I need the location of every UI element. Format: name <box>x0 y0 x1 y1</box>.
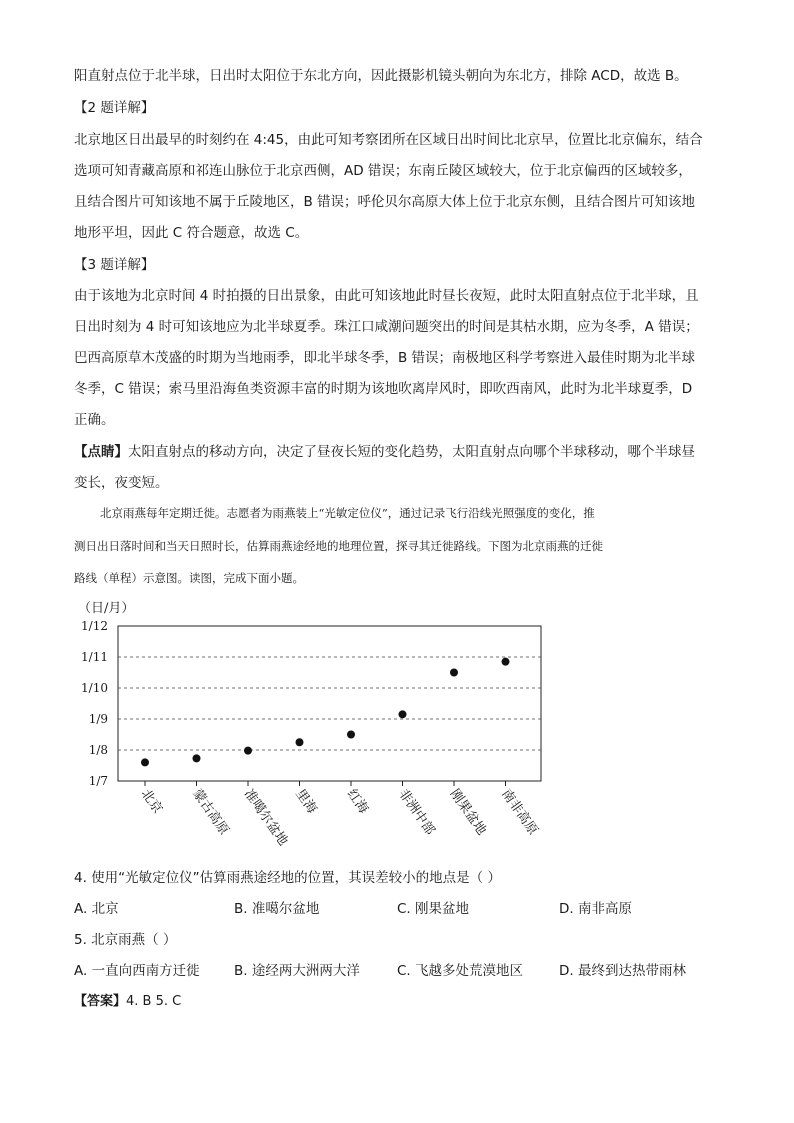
q3-detail-line: 日出时刻为 4 时可知该地应为北半球夏季。珠江口咸潮问题突出的时间是其枯水期，应为冬季，A 错误； <box>74 319 699 335</box>
migration-chart <box>60 592 570 852</box>
tip-line-2: 变长，夜变短。 <box>74 475 169 491</box>
answer-line <box>74 992 181 1012</box>
question-4-stem: 4. 使用“光敏定位仪”估算雨燕途经地的位置，其误差较小的地点是（ ） <box>74 870 501 886</box>
y-tick-label: 1/11 <box>81 650 108 664</box>
x-tick-label: 北京 <box>137 786 165 817</box>
passage-line: 测日出日落时间和当天日照时长，估算雨燕途经地的地理位置，探寻其迁徙路线。下图为北京雨燕的迁徙 <box>74 539 603 553</box>
q3-detail-line: 巴西高原草木茂盛的时期为当地雨季，即北半球冬季，B 错误；南极地区科学考察进入最佳时期为北半球 <box>74 350 696 366</box>
y-tick-label: 1/7 <box>88 774 108 788</box>
q4-option-b[interactable]: B. 准噶尔盆地 <box>234 901 320 917</box>
x-tick-label: 里海 <box>292 786 320 817</box>
data-point <box>450 669 458 677</box>
x-tick-label: 准噶尔盆地 <box>240 786 291 849</box>
x-tick-labels <box>138 781 541 849</box>
q5-option-a[interactable]: A. 一直向西南方迁徙 <box>74 963 200 979</box>
x-tick-label: 南非高原 <box>498 786 541 838</box>
x-tick-label: 非洲中部 <box>395 786 438 838</box>
data-point <box>399 710 407 718</box>
tip-label: 【点睛】 <box>74 444 128 460</box>
x-tick-label: 红海 <box>343 786 371 817</box>
chart-ylabel: （日/月） <box>78 601 135 616</box>
data-point <box>141 758 149 766</box>
q4-option-a[interactable]: A. 北京 <box>74 901 119 917</box>
data-point <box>193 754 201 762</box>
passage-line: 北京雨燕每年定期迁徙。志愿者为雨燕装上“光敏定位仪”，通过记录飞行沿线光照强度的变化，推 <box>100 506 595 520</box>
passage-line: 路线（单程）示意图。读图，完成下面小题。 <box>74 571 304 585</box>
data-point <box>296 738 304 746</box>
q5-option-c[interactable]: C. 飞越多处荒漠地区 <box>397 963 524 979</box>
plot-frame <box>118 626 541 781</box>
tip-text: 太阳直射点的移动方向，决定了昼夜长短的变化趋势，太阳直射点向哪个半球移动，哪个半球昼 <box>128 444 695 460</box>
y-tick-label: 1/10 <box>81 681 108 695</box>
y-tick-label: 1/8 <box>88 743 108 757</box>
q3-detail-header: 【3 题详解】 <box>74 257 155 273</box>
data-point <box>502 658 510 666</box>
question-5-stem: 5. 北京雨燕（ ） <box>74 932 177 948</box>
q5-option-d[interactable]: D. 最终到达热带雨林 <box>559 963 686 979</box>
q3-detail-line: 冬季，C 错误；索马里沿海鱼类资源丰富的时期为该地吹离岸风时，即吹西南风，此时为北半球夏季，D <box>74 381 693 397</box>
q2-detail-header: 【2 题详解】 <box>74 100 155 116</box>
data-point <box>347 731 355 739</box>
x-tick-label: 刚果盆地 <box>446 786 489 838</box>
data-point <box>244 747 252 755</box>
answer-values: 4. B 5. C <box>126 994 182 1009</box>
x-tick-label: 蒙古高原 <box>189 786 232 838</box>
explanation-line-1: 阳直射点位于北半球，日出时太阳位于东北方向，因此摄影机镜头朝向为东北方，排除 ACD，故选 B。 <box>74 68 688 84</box>
q4-option-c[interactable]: C. 刚果盆地 <box>397 901 470 917</box>
q2-detail-line: 选项可知青藏高原和祁连山脉位于北京西侧，AD 错误；东南丘陵区域较大，位于北京偏西的区域较多， <box>74 163 692 179</box>
answer-label: 【答案】 <box>74 994 127 1009</box>
q3-detail-line: 正确。 <box>74 412 115 428</box>
q2-detail-line: 北京地区日出最早的时刻约在 4:45，由此可知考察团所在区域日出时间比北京早，位置比北京偏东，结合 <box>74 132 703 148</box>
y-tick-labels <box>81 619 108 788</box>
q4-option-d[interactable]: D. 南非高原 <box>559 901 632 917</box>
q2-detail-line: 且结合图片可知该地不属于丘陵地区，B 错误；呼伦贝尔高原大体上位于北京东侧，且结合图片可知该地 <box>74 194 696 210</box>
q2-detail-line: 地形平坦，因此 C 符合题意，故选 C。 <box>74 225 309 241</box>
gridlines <box>118 657 541 750</box>
q5-option-b[interactable]: B. 途经两大洲两大洋 <box>234 963 360 979</box>
y-tick-label: 1/9 <box>88 712 108 726</box>
q3-detail-line: 由于该地为北京时间 4 时拍摄的日出景象，由此可知该地此时昼长夜短，此时太阳直射点位于北半球，且 <box>74 288 699 304</box>
tip-line <box>74 442 695 462</box>
y-tick-label: 1/12 <box>81 619 108 633</box>
